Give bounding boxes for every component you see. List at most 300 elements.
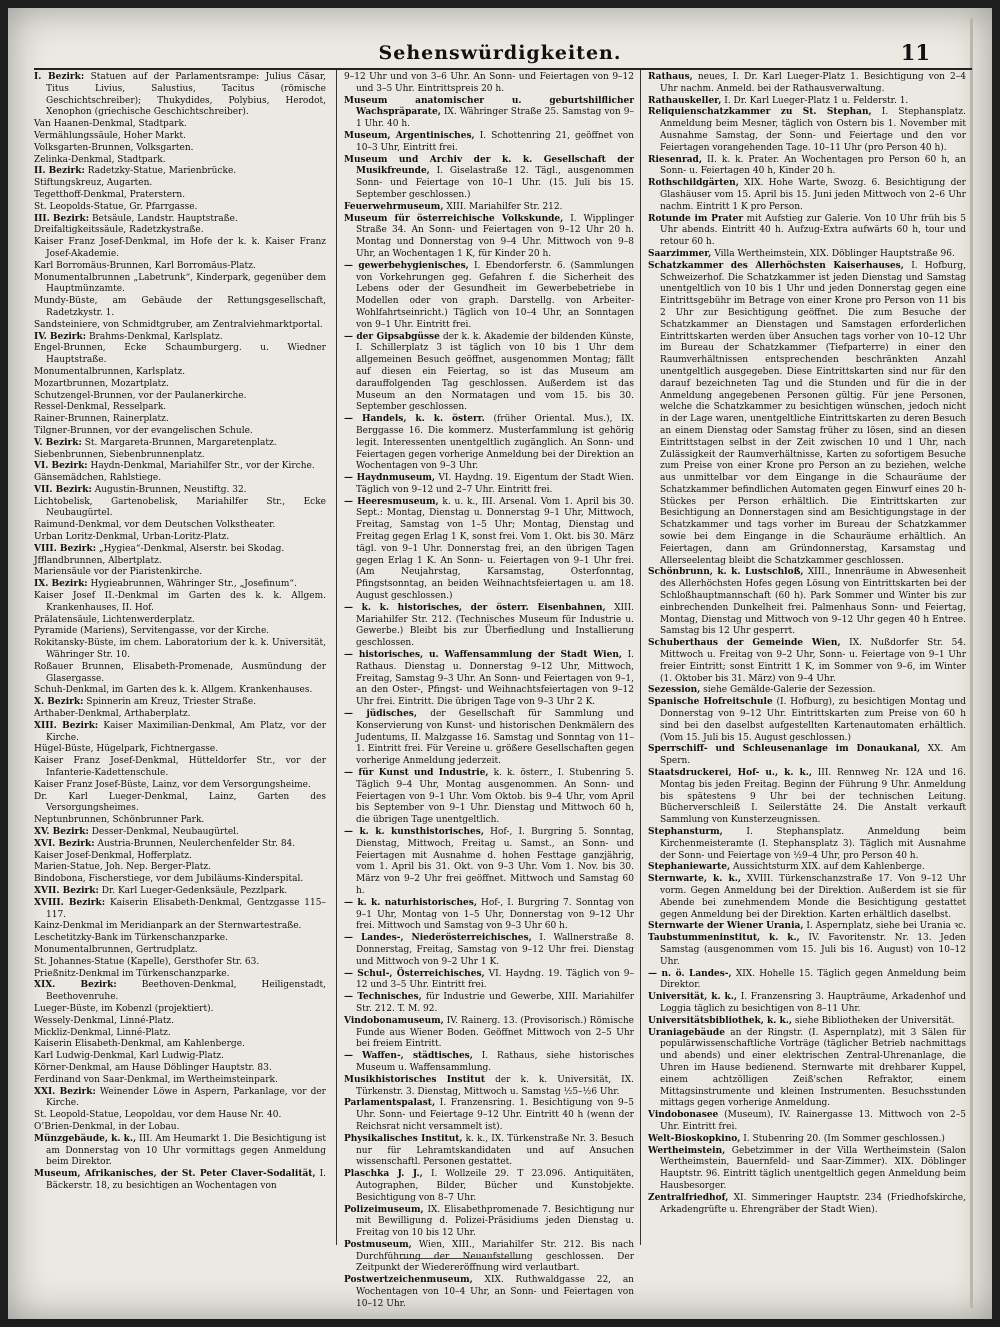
entry-text: I. Rathaus, siehe historisches Museum u. Waffensammlung. (356, 1051, 634, 1073)
entry-text: Siebenbrunnen, Siebenbrunnenplatz. (34, 449, 205, 460)
entry-text: XIII. Mariahilfer Str. 212. (446, 201, 563, 212)
directory-entry (648, 107, 966, 154)
entry-text: Mozartbrunnen, Mozartplatz. (34, 378, 169, 389)
entry-text: Lichtobelisk, Gartenobelisk, Mariahilfer Str., Ecke Neubaugürtel. (34, 496, 326, 519)
entry-text: Marien-Statue, Joh. Nep. Berger-Platz. (34, 862, 211, 873)
column-divider (640, 70, 641, 1245)
entry-text: Engel-Brunnen, Ecke Schaumburgerg. u. Wiedner Hauptstraße. (34, 343, 326, 366)
entry-heading: III. Bezirk: (34, 213, 90, 224)
entry-heading: Parlamentspalast, (344, 1098, 436, 1109)
directory-entry (648, 969, 966, 993)
entry-heading: VI. Bezirk: (34, 461, 88, 472)
entry-text: Rokitansky-Büste, im chem. Laboratorium der k. k. Universität, Währinger Str. 10. (34, 638, 326, 661)
entry-text: XIX. Hohe Warte, Swozg. 6. Besichtigung der Glashäuser vom 15. April bis 15. Juni jeden Mittwoch von 2–6 Uhr nachm. Eintritt 1 K pro Person. (660, 178, 966, 212)
entry-text: Volksgarten-Brunnen, Volksgarten. (34, 142, 194, 153)
directory-entry (34, 391, 326, 403)
entry-heading: Taubstummeninstitut, k. k., (648, 933, 800, 944)
entry-heading: — historisches, u. Waffensammlung der Stadt Wien, (344, 650, 623, 661)
entry-text: III. Rennweg Nr. 12A und 16. Montag bis jeden Freitag. Beginn der Führung 9 Uhr. Anmeldung bis spätestens 9 Uhr bei der technischen Leitung. Bücherverschleiß I. Seilerstätte 24. Die Anstalt verkauft Sammlung von Kunsterzeugnissen. (660, 768, 966, 826)
entry-heading: XIII. Bezirk: (34, 720, 99, 731)
directory-entry (34, 898, 326, 922)
entry-text: Leschetitzky-Bank im Türkenschanzparke. (34, 933, 228, 944)
directory-entry (34, 1134, 326, 1169)
entry-heading: V. Bezirk: (34, 437, 82, 448)
entry-text: Prießnitz-Denkmal im Türkenschanzparke. (34, 968, 230, 979)
entry-text: I. Schottenring 21, geöffnet von 10–3 Uhr, Eintritt frei. (356, 130, 634, 153)
entry-heading: Reliquienschatzkammer zu St. Stephan, (648, 107, 872, 118)
entry-text: Monumentalbrunnen, Karlsplatz. (34, 366, 186, 377)
directory-entry (34, 1075, 326, 1087)
directory-entry (34, 780, 326, 792)
entry-text: (I. Hofburg), zu besichtigen Montag und Donnerstag von 9–12 Uhr. Eintrittskarten zum Preise von 60 h sind bei den daselbst aufgestellten Kartenautomaten erhältlich. (Vom 15. Juli bis 15. August geschlossen.) (660, 697, 966, 743)
entry-heading: Rotunde im Prater (648, 213, 744, 224)
entry-text: neues, I. Dr. Karl Lueger-Platz 1. Besichtigung von 2–4 Uhr nachm. Anmeld. bei der Rathausverwaltung. (660, 72, 966, 94)
entry-text: Karl Borromäus-Brunnen, Karl Borromäus-Platz. (34, 260, 256, 271)
entry-heading: Stephaniewarte, (648, 862, 731, 873)
directory-entry (34, 862, 326, 874)
entry-text: Desser-Denkmal, Neubaugürtel. (91, 827, 239, 837)
directory-entry (344, 1016, 634, 1051)
directory-entry (344, 827, 634, 898)
directory-entry (34, 261, 326, 273)
entry-heading: Saarzimmer, (648, 248, 712, 259)
entry-text: Hof-, I. Burgring 5. Sonntag, Dienstag, Mittwoch, Freitag u. Samst., an Sonn- und Feiertagen mit Ausnahme d. hohen Festtage ganzjährig, vom 1. April bis 31. Okt. von 9–3 Uhr. Vom 1. Nov. bis 30. März von 9–2 Uhr frei geöffnet. Mittwoch und Samstag 60 h. (356, 827, 634, 896)
directory-entry (344, 1134, 634, 1169)
directory-entry (34, 662, 326, 686)
directory-entry (34, 520, 326, 532)
directory-entry (34, 1004, 326, 1016)
directory-entry (34, 957, 326, 969)
directory-entry (648, 685, 966, 697)
directory-entry (34, 225, 326, 237)
directory-entry (344, 497, 634, 603)
directory-entry (648, 768, 966, 827)
entry-heading: Schatzkammer des Allerhöchsten Kaiserhauses, (648, 260, 904, 271)
directory-entry (648, 1028, 966, 1111)
directory-entry (34, 626, 326, 638)
entry-text: an der Ringstr. (I. Aspernplatz), mit 3 Sälen für populärwissenschaftliche Vorträge (täglicher Betrieb nachmittags und abends) und einer elektrischen Zentral-Uhrenanlage, die Uhren im Hause bedienend. Sternwarte mit drehbarer Kuppel, einem achtzölligen Zeiß'schen Refraktor, einem Mittagsinstrumente und kleinen Instrumenten. Besuchsstunden mittags gegen vorherige Anmeldung. (660, 1027, 966, 1109)
entry-heading: II. Bezirk: (34, 166, 85, 177)
entry-text: Raimund-Denkmal, vor dem Deutschen Volkstheater. (34, 520, 276, 531)
entry-heading: Postwertzeichenmuseum, (344, 1275, 473, 1286)
directory-entry (344, 603, 634, 650)
entry-heading: Vindobonasee (648, 1110, 719, 1121)
directory-entry (648, 992, 966, 1016)
entry-text: St. Margareta-Brunnen, Margaretenplatz. (84, 437, 277, 448)
entry-text: I. Wollzeile 29. T 23.096. Antiquitäten, Autographen, Bilder, Bücher und Kunstobjekte. Besichtigung von 8–7 Uhr. (356, 1169, 634, 1203)
directory-entry (34, 273, 326, 297)
document-page (8, 8, 992, 1319)
entry-text: I. Franzensring. 1. Besichtigung von 9–5 Uhr. Sonn- und Feiertage 9–12 Uhr. Eintritt 40 h (wenn der Reichsrat nicht versammelt ist). (356, 1098, 634, 1132)
entry-text: Karl Ludwig-Denkmal, Karl Ludwig-Platz. (34, 1051, 224, 1062)
entry-text: mit Aufstieg zur Galerie. Von 10 Uhr früh bis 5 Uhr abends. Eintritt 40 h. Aufzug-Extra aufwärts 60 h, tour und retour 60 h. (660, 213, 966, 248)
entry-text: Gänsemädchen, Rahlstiege. (34, 473, 162, 484)
entry-heading: Sperrschiff- und Schleusenanlage im Donaukanal, (648, 744, 921, 755)
entry-text: I. Giselastraße 12. Tägl., ausgenommen Sonn- und Feiertage von 10–1 Uhr. (15. Juli bis 15. September geschlossen.) (356, 166, 634, 200)
entry-text: Kainz-Denkmal im Meridianpark an der Sternwartestraße. (34, 921, 302, 932)
entry-text: Kaiser Josef-Denkmal, Hofferplatz. (34, 850, 192, 861)
entry-text: I. Ebendorferstr. 6. (Sammlungen von Vorkehrungen geg. Gefahren f. die Sicherheit des Lebens oder der Gesundheit im Gewerbebetriebe in Modellen oder von graph. Darstellg. von Arbeiter-Wohlfahrtseinricht.) Täglich von 10–4 Uhr, an Sonntagen von 9–1 Uhr. Eintritt frei. (356, 260, 635, 330)
directory-entry (344, 131, 634, 155)
entry-text: I. Bäckerstr. 18, zu besichtigen an Wochentagen von (46, 1169, 326, 1191)
footer-rule (400, 1258, 520, 1259)
directory-entry (34, 202, 326, 214)
entry-heading: — für Kunst und Industrie, (344, 768, 489, 779)
entry-text: Kaiserin Elisabeth-Denkmal, Gentzgasse 115–117. (46, 897, 326, 920)
text-column-1 (34, 72, 326, 1242)
directory-entry (648, 921, 966, 933)
directory-entry (34, 969, 326, 981)
entry-text: XI. Simmeringer Hauptstr. 234 (Friedhofskirche, Arkadengrüfte u. Ehrengräber der Stadt Wien). (660, 1192, 966, 1215)
directory-entry (344, 72, 634, 96)
entry-heading: IX. Bezirk: (34, 579, 88, 590)
entry-heading: — Technisches, (344, 992, 422, 1003)
directory-entry (344, 650, 634, 709)
entry-text: Roßauer Brunnen, Elisabeth-Promenade, Ausmündung der Glasergasse. (34, 661, 326, 684)
entry-heading: Musikhistorisches Institut (344, 1074, 486, 1085)
entry-heading: Stephansturm, (648, 827, 723, 837)
entry-text: Ressel-Denkmal, Resselpark. (34, 402, 167, 413)
entry-heading: — jüdisches, (344, 709, 417, 720)
directory-entry (344, 709, 634, 768)
entry-text: I. Stephansplatz. Anmeldung beim Mesner, täglich von Ostern bis 1. November mit Ausnahme Samstag, der Sonn- und Feiertage und den vor Feiertagen vorangehenden Tage. 10–11 Uhr (pro Person 40 h). (660, 107, 966, 153)
entry-text: Kaiser Franz Josef-Denkmal, Hütteldorfer Str., vor der Infanterie-Kadettenschule. (34, 756, 326, 779)
directory-entry (648, 214, 966, 249)
entry-text: Mariensäule vor der Piaristenkirche. (34, 567, 203, 578)
entry-text: XIX. Ruthwaldgasse 22, an Wochentagen von 10–4 Uhr, an Sonn- und Feiertagen von 10–12 Uhr. (356, 1275, 634, 1309)
directory-entry (34, 709, 326, 721)
directory-entry (34, 343, 326, 367)
entry-text: XIII., Innenräume in Abwesenheit des Allerhöchsten Hofes gegen Lösung von Eintrittskarten bei der Schloßhauptmannschaft (60 h). Park Sommer und Winter bis zur einbrechenden Dunkelheit frei. Palmenhaus Sonn- und Feiertag, Montag, Dienstag und Mittwoch von 9–12 Uhr gegen 40 h Entree. Samstag bis 12 Uhr gesperrt. (660, 567, 966, 637)
entry-heading: — der Gipsabgüsse (344, 331, 440, 342)
entry-text: IX. Elisabethpromenade 7. Besichtigung nur mit Bewilligung d. Polizei-Präsidiums jeden Dienstag u. Freitag von 10 bis 12 Uhr. (356, 1204, 634, 1239)
entry-text: Kaiser Franz Josef-Büste, Lainz, vor dem Versorgungsheime. (34, 779, 311, 790)
entry-text: Weinender Löwe in Aspern, Parkanlage, vor der Kirche. (46, 1086, 326, 1109)
directory-entry (34, 874, 326, 886)
entry-text: Kaiser Maximilian-Denkmal, Am Platz, vor der Kirche. (46, 720, 326, 743)
entry-text: I. Wipplinger Straße 34. An Sonn- und Feiertagen von 9–12 Uhr 20 h. Montag und Donnerstag von 9–4 Uhr. Mittwoch von 9–8 Uhr, an Wochentagen 1 K, für Kinder 20 h. (356, 213, 634, 259)
page-title: Sehenswürdigkeiten. (378, 42, 622, 64)
directory-entry (34, 1063, 326, 1075)
entry-text: VI. Haydng. 19. Täglich von 9–12 und 3–5 Uhr. Eintritt frei. (356, 968, 634, 991)
directory-entry (344, 1098, 634, 1133)
directory-entry (648, 96, 966, 108)
directory-entry (344, 473, 634, 497)
entry-text: Jfflandbrunnen, Albertplatz. (34, 555, 162, 566)
entry-heading: Museum für österreichische Volkskunde, (344, 213, 564, 224)
entry-heading: Postmuseum, (344, 1239, 412, 1250)
entry-heading: — Haydnmuseum, (344, 473, 436, 484)
entry-text: I. Wallnerstraße 8. Donnerstag, Freitag, Samstag von 9–12 Uhr frei. Dienstag und Mittwoch von 9–2 Uhr 1 K. (356, 933, 634, 967)
entry-text: Hügel-Büste, Hügelpark, Fichtnergasse. (34, 744, 219, 755)
directory-entry (34, 697, 326, 709)
entry-text: Stiftungskreuz, Augarten. (34, 178, 153, 189)
directory-entry (34, 638, 326, 662)
entry-text: Tegetthoff-Denkmal, Praterstern. (34, 189, 186, 200)
entry-heading: Uraniagebäude (648, 1027, 725, 1038)
directory-entry (34, 980, 326, 1004)
directory-entry (34, 1028, 326, 1040)
entry-text: siehe Gemälde-Galerie der Sezession. (703, 685, 876, 696)
entry-text: I. Aspernplatz, siehe bei Urania ꝛc. (806, 921, 966, 932)
entry-heading: Museum, Argentinisches, (344, 130, 475, 141)
directory-entry (34, 1169, 326, 1193)
entry-text: Bindobona, Fischerstiege, vor dem Jubiläums-Kinderspital. (34, 874, 304, 885)
entry-text: Villa Wertheimstein, XIX. Döblinger Hauptstraße 96. (714, 248, 955, 259)
directory-entry (344, 414, 634, 473)
directory-entry (34, 426, 326, 438)
entry-text: Monumentalbrunnen, Gertrudplatz. (34, 944, 198, 955)
entry-text: (Museum), IV. Rainergasse 13. Mittwoch von 2–5 Uhr. Eintritt frei. (660, 1110, 966, 1132)
column-divider (336, 70, 337, 1245)
entry-text: Statuen auf der Parlamentsrampe: Julius Cäsar, Titus Livius, Salustius, Tacitus (römische Geschichtschreiber); Thukydides, Polybius, Herodot, Xenophon (griechische Geschichtschreiber). (46, 72, 327, 118)
entry-text: Betsäule, Landstr. Hauptstraße. (91, 213, 238, 224)
entry-text: der Gesellschaft für Sammlung und Konservierung von Kunst- und historischen Denkmälern des Judentums, II. Malzgasse 16. Samstag und Sonntag von 11–1. Eintritt frei. Für Vereine u. größere Gesellschaften gegen vorherige Anmeldung jederzeit. (356, 709, 634, 767)
entry-text: 9–12 Uhr und von 3–6 Uhr. An Sonn- und Feiertagen von 9–12 und 3–5 Uhr. Eintrittspreis 20 h. (344, 72, 634, 94)
entry-heading: Polizeimuseum, (344, 1204, 424, 1215)
directory-entry (34, 615, 326, 627)
entry-text: Kaiser Josef II.-Denkmal im Garten des k. k. Allgem. Krankenhauses, II. Hof. (34, 591, 326, 613)
entry-text: Mundy-Büste, am Gebäude der Rettungsgesellschaft, Radetzkystr. 1. (34, 296, 326, 318)
entry-text: der k. k. Akademie der bildenden Künste, I. Schillerplatz 3 ist täglich von 10 bis 1 Uhr dem allgemeinen Besuch geöffnet, ausgenommen Montag; fällt auf diesen ein Feiertag, so ist das Museum am darauffolgenden Tag geschlossen. Außerdem ist das Museum an den Normatagen und vom 15. bis 30. September geschlossen. (356, 331, 634, 413)
directory-entry (34, 851, 326, 863)
directory-entry (648, 933, 966, 968)
directory-entry (344, 1205, 634, 1240)
entry-text: IV. Favoritenstr. Nr. 13. Jeden Samstag (ausgenommen vom 15. Juli bis 16. August) von 10–12 Uhr. (660, 933, 966, 967)
directory-entry (648, 249, 966, 261)
entry-text: Haydn-Denkmal, Mariahilfer Str., vor der Kirche. (90, 461, 315, 472)
directory-entry (34, 131, 326, 143)
directory-entry (34, 1016, 326, 1028)
directory-entry (344, 96, 634, 131)
directory-entry (344, 992, 634, 1016)
directory-entry (344, 1075, 634, 1099)
directory-entry (344, 1169, 634, 1204)
directory-entry (344, 332, 634, 415)
entry-heading: Museum, Afrikanisches, der St. Peter Claver-Sodalität, (34, 1169, 316, 1180)
page-number: 11 (900, 40, 930, 65)
entry-text: Hof-, I. Burgring 7. Sonntag von 9–1 Uhr, Montag von 1–5 Uhr, Donnerstag von 9–12 Uhr frei. Mittwoch und Samstag von 9–3 Uhr 60 h. (356, 897, 634, 932)
directory-entry (344, 214, 634, 261)
entry-heading: Schönbrunn, k. k. Lustschloß, (648, 567, 804, 578)
entry-text: Kaiserin Elisabeth-Denkmal, am Kahlenberge. (34, 1039, 245, 1050)
directory-entry (34, 485, 326, 497)
directory-entry (34, 886, 326, 898)
directory-entry (648, 1110, 966, 1134)
entry-heading: I. Bezirk: (34, 72, 85, 82)
entry-heading: Feuerwehrmuseum, (344, 201, 444, 212)
entry-text: Brahms-Denkmal, Karlsplatz. (88, 331, 223, 342)
directory-entry (34, 945, 326, 957)
directory-entry (648, 638, 966, 685)
entry-text: St. Johannes-Statue (Kapelle), Gersthofer Str. 63. (34, 956, 260, 967)
directory-entry (648, 155, 966, 179)
entry-heading: Sternwarte, k. k., (648, 874, 741, 885)
entry-heading: — n. ö. Landes-, (648, 968, 732, 979)
entry-text: für Industrie und Gewerbe, XIII. Mariahilfer Str. 212. T. M. 92. (356, 992, 634, 1014)
entry-text: k. k. österr., I. Stubenring 5. Täglich 9–4 Uhr, Montag ausgenommen. An Sonn- und Feiertagen von 9–1 Uhr. Vom Oktob. bis 9–4 Uhr, vom April bis September von 9–1 Uhr. Dienstag und Mittwoch 60 h, die übrigen Tage unentgeltlich. (356, 768, 634, 826)
directory-entry (34, 1051, 326, 1063)
directory-entry (34, 379, 326, 391)
entry-text: St. Leopolds-Statue, Gr. Pfarrgasse. (34, 201, 198, 212)
directory-entry (648, 1146, 966, 1193)
entry-text: Wien, XIII., Mariahilfer Str. 212. Bis nach Durchführung der Neuaufstellung geschlossen. Der Zeitpunkt der Wiedereröffnung wird verlautbart. (356, 1239, 634, 1274)
directory-entry (344, 1051, 634, 1075)
entry-heading: Plaschka J. J., (344, 1169, 423, 1180)
entry-heading: Wertheimstein, (648, 1145, 726, 1156)
entry-text: Prälatensäule, Lichtenwerderplatz. (34, 614, 195, 625)
entry-text: I. Stephansplatz. Anmeldung beim Kirchenmeisteramte (I. Stephansplatz 3). Täglich mit Ausnahme der Sonn- und Feiertage von ½9–4 Uhr, pro Person 40 h. (660, 827, 966, 861)
directory-entry (648, 862, 966, 874)
entry-heading: Schuberthaus der Gemeinde Wien, (648, 638, 841, 649)
entry-text: XIII. Mariahilfer Str. 212. (Technisches Museum für Industrie u. Gewerbe.) Bleibt bis zur Überfiedlung und Installierung geschlossen. (356, 602, 634, 649)
directory-entry (34, 556, 326, 568)
entry-text: Lueger-Büste, im Kobenzl (projektiert). (34, 1003, 214, 1014)
directory-entry (34, 744, 326, 756)
directory-entry (34, 143, 326, 155)
entry-text: Hygieabrunnen, Währinger Str., „Josefinum“. (90, 579, 297, 590)
entry-text: Pyramide (Mariens), Servitengasse, vor der Kirche. (34, 626, 270, 637)
directory-entry (34, 815, 326, 827)
directory-entry (34, 544, 326, 556)
entry-heading: Museum anatomischer u. geburtshilflicher Wachspräparate, (344, 95, 634, 118)
text-column-2 (344, 72, 635, 1309)
directory-entry (34, 190, 326, 202)
text-column-3 (648, 72, 966, 1242)
entry-heading: — Handels, k. k. österr. (344, 414, 485, 425)
directory-entry (648, 567, 966, 638)
directory-entry (34, 367, 326, 379)
directory-entry (34, 1122, 326, 1134)
entry-heading: — Schul-, Österreichisches, (344, 968, 485, 979)
entry-heading: — gewerbehygienisches, (344, 260, 469, 271)
entry-heading: XVI. Bezirk: (34, 838, 95, 849)
directory-entry (344, 155, 634, 202)
entry-text: Zelinka-Denkmal, Stadtpark. (34, 154, 166, 165)
entry-text: I. Rathaus. Dienstag u. Donnerstag 9–12 Uhr, Mittwoch, Freitag, Samstag 9–3 Uhr. An Sonn- und Feiertagen von 9–1, an den Oster-, Pfingst- und Weihnachtsfeiertagen von 9–12 Uhr frei. Eintritt. Die übrigen Tage von 9–3 Uhr 2 K. (356, 650, 634, 708)
entry-text: siehe Bibliotheken der Universität. (794, 1015, 955, 1026)
entry-heading: XVIII. Bezirk: (34, 897, 106, 908)
directory-entry (34, 921, 326, 933)
entry-heading: Vindobonamuseum, (344, 1015, 444, 1026)
directory-entry (34, 166, 326, 178)
directory-entry (344, 898, 634, 933)
entry-text: Arthaber-Denkmal, Arthaberplatz. (34, 709, 191, 720)
entry-heading: Physikalisches Institut, (344, 1133, 463, 1144)
entry-text: Dr. Karl Lueger-Gedenksäule, Pezzlpark. (101, 885, 288, 896)
entry-text: Spinnerin am Kreuz, Triester Straße. (86, 697, 257, 708)
entry-heading: XXI. Bezirk: (34, 1086, 96, 1097)
entry-text: Rainer-Brunnen, Rainerplatz. (34, 414, 169, 425)
header-rule (34, 68, 972, 70)
directory-entry (34, 591, 326, 615)
entry-text: I. Stubenring 20. (Im Sommer geschlossen.) (743, 1133, 945, 1144)
entry-text: „Hygiea“-Denkmal, Alserstr. bei Skodag. (98, 543, 285, 554)
directory-entry (34, 685, 326, 697)
entry-text: Gebetzimmer in der Villa Wertheimstein (Salon Wertheimstein, Bauernfeld- und Saar-Zimmer). XIX. Döblinger Hauptstr. 96. Eintritt täglich unentgeltlich gegen Anmeldung beim Hausbesorger. (660, 1145, 966, 1191)
entry-text: IV. Rainerg. 13. (Provisorisch.) Römische Funde aus Wiener Boden. Geöffnet Mittwoch von 2–5 Uhr bei freiem Eintritt. (356, 1015, 634, 1050)
entry-text: Schuh-Denkmal, im Garten des k. k. Allgem. Krankenhauses. (34, 685, 313, 696)
directory-entry (34, 119, 326, 131)
entry-text: Neptunbrunnen, Schönbrunner Park. (34, 815, 205, 826)
directory-entry (648, 261, 966, 568)
entry-heading: Rothschildgärten, (648, 178, 739, 189)
entry-text: Tilgner-Brunnen, vor der evangelischen Schule. (34, 425, 253, 436)
entry-text: O’Brien-Denkmal, in der Lobau. (34, 1121, 180, 1132)
entry-text: XIX. Hohelle 15. Täglich gegen Anmeldung beim Direktor. (660, 968, 966, 991)
entry-heading: XVII. Bezirk: (34, 885, 99, 896)
entry-text: Aussichtsturm XIX. auf dem Kahlenberge. (732, 862, 925, 873)
entry-heading: Welt-Bioskopkino, (648, 1133, 741, 1144)
directory-entry (34, 1039, 326, 1051)
page-edge-shadow (970, 18, 973, 1308)
entry-text: XVIII. Türkenschanzstraße 17. Von 9–12 Uhr vorm. Gegen Anmeldung bei der Direktion. Außerdem ist sie für Abende bei zunehmendem Monde die Besichtigung gestattet gegen Anmeldung bei der Direktion. Karten erhältlich daselbst. (660, 874, 966, 920)
directory-entry (34, 214, 326, 226)
entry-text: II. k. k. Prater. An Wochentagen pro Person 60 h, an Sonn- u. Feiertagen 40 h, Kinder 20 h. (660, 154, 966, 177)
entry-heading: Münzgebäude, k. k., (34, 1133, 137, 1144)
entry-text: Schutzengel-Brunnen, vor der Paulanerkirche. (34, 390, 247, 401)
entry-heading: Universitätsbibliothek, k. k., (648, 1015, 792, 1026)
directory-entry (34, 178, 326, 190)
entry-text: I. Hofburg, Schweizerhof. Die Schatzkammer ist jeden Dienstag und Samstag unentgeltlich von 10 bis 1 Uhr und jeden Donnerstag gegen eine Eintrittsgebühr im Betrage von einer Krone pro Person von 11 bis 2 Uhr zur Besichtigung geöffnet. Die zum Besuche der Schatzkammer an Dienstagen und Samstagen erforderlichen Eintrittskarten werden über Ansuchen tags vorher von 10–12 Uhr im Bureau der Schatzkammer (Tiefparterre) in einer den Raumverhältnissen entsprechenden beschränkten Anzahl unentgeltlich ausgegeben. Diese Eintrittskarten sind nur für den darauf bezeichneten Tag und die Stunden und für die in der Anmeldung angegebenen Personen gültig. Für jene Personen, welche die Schatzkammer zu besichtigen wünschen, jedoch nicht in der Lage waren, unentgeltliche Eintrittskarten zu deren Besuch an einem Dienstag oder Samstag früher zu lösen, sind an diesen Eintrittstagen selbst in der Zeit zwischen 10 und 1 Uhr, nach Zulässigkeit der Raumverhältnisse, Karten zu sofortigem Besuche zum Preise von einer Krone pro Person an zu beziehen, welche aus unmittelbar vor dem Eingange in die Schauräume der Schatzkammer befindlichen Automaten gegen Einwurf eines 20 h-Stückes per Person erhältlich. Die Eintrittskarten zur Besichtigung an Donnerstagen sind am Besichtigungstage in der Schatzkammer und tags vorher im Bureau der Schatzkammer sowie bei dem Eingange in die Schauräume erhältlich. An Feiertagen, dann am Gründonnerstag, Karsamstag und Allerseelentag bleibt die Schatzkammer geschlossen. (660, 260, 967, 566)
entry-heading: Universität, k. k., (648, 992, 738, 1003)
directory-entry (34, 933, 326, 945)
directory-entry (34, 827, 326, 839)
entry-text: VI. Haydng. 19. Eigentum der Stadt Wien. Täglich von 9–12 und 2–7 Uhr. Eintritt frei. (356, 473, 634, 495)
directory-entry (34, 756, 326, 780)
directory-entry (34, 450, 326, 462)
entry-text: Dr. Karl Lueger-Denkmal, Lainz, Garten des Versorgungsheimes. (34, 791, 326, 814)
entry-heading: Riesenrad, (648, 154, 702, 165)
directory-entry (648, 744, 966, 768)
entry-heading: Sternwarte der Wiener Urania, (648, 921, 804, 932)
directory-entry (344, 202, 634, 214)
entry-text: Austria-Brunnen, Neulerchenfelder Str. 84. (97, 838, 296, 849)
entry-text: Ferdinand von Saar-Denkmal, im Wertheimsteinpark. (34, 1074, 278, 1085)
entry-heading: — k. k. kunsthistorisches, (344, 827, 484, 837)
entry-heading: — Heeresmuseum, (344, 496, 439, 507)
entry-text: k. k., IX. Türkenstraße Nr. 3. Besuch nur für Lehramtskandidaten und auf Ansuchen wissenschaftl. Personen gestattet. (356, 1133, 634, 1168)
directory-entry (344, 969, 634, 993)
entry-heading: — Waffen-, städtisches, (344, 1051, 473, 1062)
directory-entry (34, 473, 326, 485)
entry-heading: XIX. Bezirk: (34, 980, 117, 991)
directory-entry (34, 567, 326, 579)
entry-text: Wessely-Denkmal, Linné-Platz. (34, 1015, 175, 1026)
directory-entry (34, 792, 326, 816)
directory-entry (34, 438, 326, 450)
directory-entry (648, 827, 966, 862)
entry-heading: IV. Bezirk: (34, 331, 87, 342)
entry-text: Vermählungssäule, Hoher Markt. (34, 130, 186, 141)
entry-heading: Rathaus, (648, 72, 693, 82)
directory-entry (34, 320, 326, 332)
directory-entry (34, 532, 326, 544)
entry-text: Kaiser Franz Josef-Denkmal, im Hofe der k. k. Kaiser Franz Josef-Akademie. (34, 237, 326, 259)
entry-text: I. Dr. Karl Lueger-Platz 1 u. Felderstr. 1. (724, 95, 909, 106)
entry-text: Sandsteiniere, von Schmidtgruber, am Zentralviehmarktportal. (34, 319, 323, 330)
directory-entry (344, 933, 634, 968)
entry-heading: Zentralfriedhof, (648, 1192, 729, 1203)
entry-text: Körner-Denkmal, am Hause Döblinger Hauptstr. 83. (34, 1062, 272, 1073)
entry-text: (früher Oriental. Mus.), IX. Berggasse 16. Die kommerz. Musterfammlung ist gehörig legit. Interessenten unentgeltlich zugänglich. An Sonn- und Feiertagen gegen vorherige Anmeldung bei der Direktion an Wochentagen von 9–3 Uhr. (356, 414, 634, 472)
entry-heading: VIII. Bezirk: (34, 543, 97, 554)
directory-entry (34, 296, 326, 320)
directory-entry (34, 721, 326, 745)
entry-heading: VII. Bezirk: (34, 484, 92, 495)
directory-entry (34, 414, 326, 426)
directory-entry (648, 1016, 966, 1028)
